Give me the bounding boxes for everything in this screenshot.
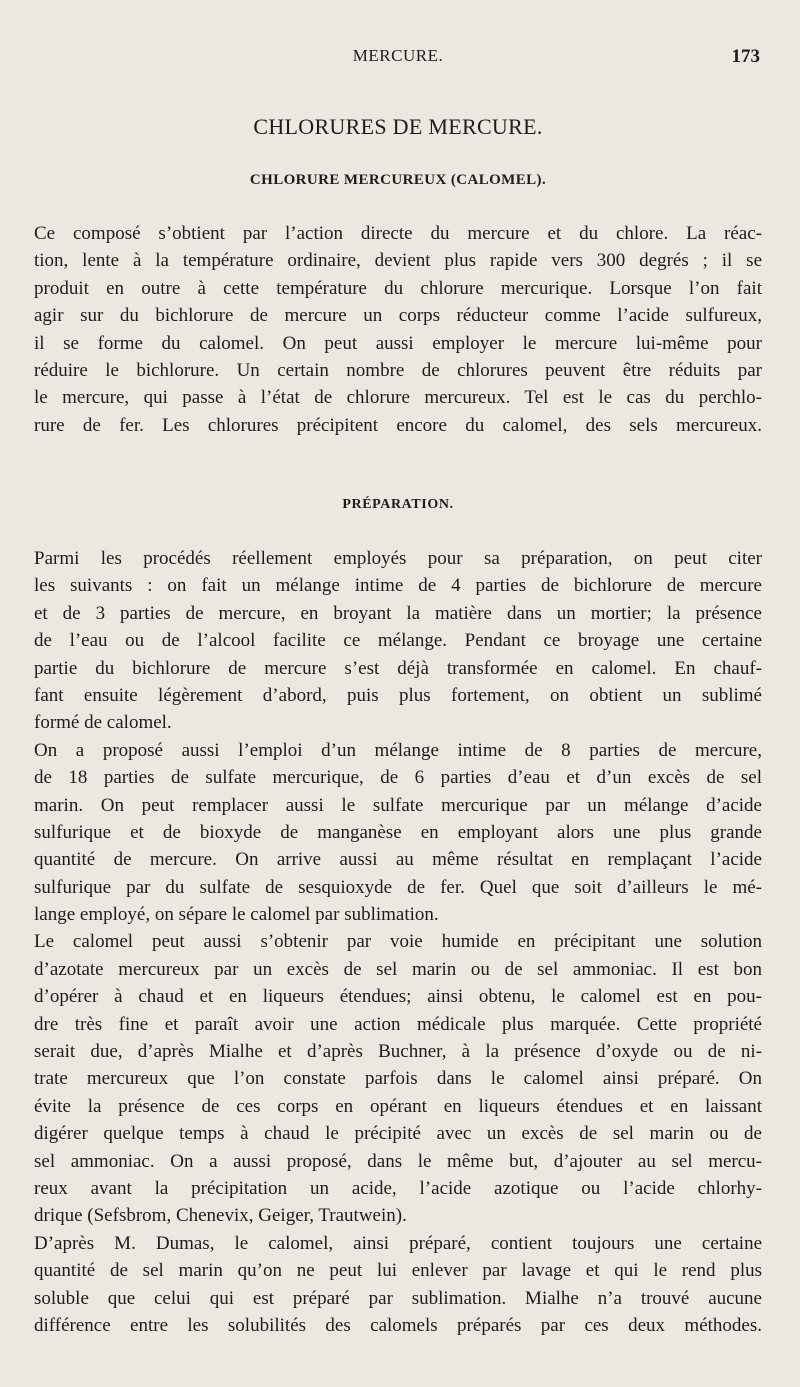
text-line: On a proposé aussi l’emploi d’un mélange intime de 8 parties de mercure, [34, 739, 762, 761]
chapter-title: CHLORURES DE MERCURE. [253, 114, 543, 139]
text-line: Parmi les procédés réellement employés pour sa préparation, on peut citer [34, 548, 762, 569]
text-line: et de 3 parties de mercure, en broyant la matière dans un mortier; la présence [34, 602, 762, 624]
text-line: sulfurique et de bioxyde de manganèse en employant alors une plus grande [34, 821, 762, 843]
text-line: reux avant la précipitation un acide, l’acide azotique ou l’acide chlorhy- [34, 1177, 762, 1199]
text-line: Le calomel peut aussi s’obtenir par voie humide en précipitant une solution [34, 931, 762, 953]
text-line: d’opérer à chaud et en liqueurs étendues; ainsi obtenu, le calomel est en pou- [34, 986, 762, 1008]
text-line: produit en outre à cette température du chlorure mercurique. Lorsque l’on fait [34, 277, 762, 299]
text-line: dre très fine et paraît avoir une action médicale plus marquée. Cette propriété [34, 1013, 762, 1035]
text-line: D’après M. Dumas, le calomel, ainsi préparé, contient toujours une certaine [34, 1232, 762, 1254]
text-line: agir sur du bichlorure de mercure un corps réducteur comme l’acide sulfureux, [34, 305, 762, 327]
text-line: drique (Sefsbrom, Chenevix, Geiger, Trautwein). [34, 1205, 407, 1227]
section-title: CHLORURE MERCUREUX (CALOMEL). [249, 172, 547, 188]
text-line: réduire le bichlorure. Un certain nombre de chlorures peuvent être réduits par [34, 359, 762, 381]
text-line: formé de calomel. [34, 712, 172, 734]
text-line: le mercure, qui passe à l’état de chlorure mercureux. Tel est le cas du perchlo- [34, 387, 762, 409]
text-line: il se forme du calomel. On peut aussi employer le mercure lui-même pour [34, 332, 762, 354]
text-line: lange employé, on sépare le calomel par sublimation. [34, 904, 439, 926]
text-line: soluble que celui qui est préparé par sublimation. Mialhe n’a trouvé aucune [34, 1287, 762, 1309]
text-line: sulfurique par du sulfate de sesquioxyde de fer. Quel que soit d’ailleurs le mé- [34, 876, 762, 898]
text-line: sel ammoniac. On a aussi proposé, dans le même but, d’ajouter au sel mercu- [34, 1150, 762, 1172]
preparation-text [34, 545, 762, 1339]
text-line: partie du bichlorure de mercure s’est déjà transformée en calomel. En chauf- [34, 657, 762, 679]
text-line: marin. On peut remplacer aussi le sulfate mercurique par un mélange d’acide [34, 794, 762, 816]
text-line: les suivants : on fait un mélange intime de 4 parties de bichlorure de mercure [34, 575, 762, 597]
text-line: de l’eau ou de l’alcool facilite ce mélange. Pendant ce broyage une certaine [34, 630, 762, 652]
text-line: d’azotate mercureux par un excès de sel marin ou de sel ammoniac. Il est bon [34, 958, 762, 980]
running-head [36, 46, 760, 70]
text-line: de 18 parties de sulfate mercurique, de 6 parties d’eau et d’un excès de sel [34, 767, 762, 789]
text-line: Ce composé s’obtient par l’action directe du mercure et du chlore. La réac- [34, 223, 762, 244]
intro-paragraph [34, 220, 762, 439]
running-title: MERCURE. [352, 46, 444, 65]
text-line: tion, lente à la température ordinaire, devient plus rapide vers 300 degrés ; il se [34, 250, 762, 272]
text-line: différence entre les solubilités des calomels préparés par ces deux méthodes. [34, 1314, 762, 1336]
subsection-title: PRÉPARATION. [342, 497, 454, 512]
text-line: digérer quelque temps à chaud le précipité avec un excès de sel marin ou de [34, 1123, 762, 1145]
text-line: serait due, d’après Mialhe et d’après Buchner, à la présence d’oxyde ou de ni- [34, 1041, 762, 1063]
text-line: trate mercureux que l’on constate parfois dans le calomel ainsi préparé. On [34, 1068, 762, 1090]
text-line: évite la présence de ces corps en opérant en liqueurs étendues et en laissant [34, 1095, 762, 1117]
text-line: rure de fer. Les chlorures précipitent encore du calomel, des sels mercureux. [34, 414, 762, 436]
text-line: quantité de sel marin qu’on ne peut lui enlever par lavage et qui le rend plus [34, 1260, 762, 1282]
text-line: quantité de mercure. On arrive aussi au même résultat en remplaçant l’acide [34, 849, 762, 871]
text-line: fant ensuite légèrement d’abord, puis plus fortement, on obtient un sublimé [34, 684, 762, 706]
page-number: 173 [731, 46, 760, 67]
